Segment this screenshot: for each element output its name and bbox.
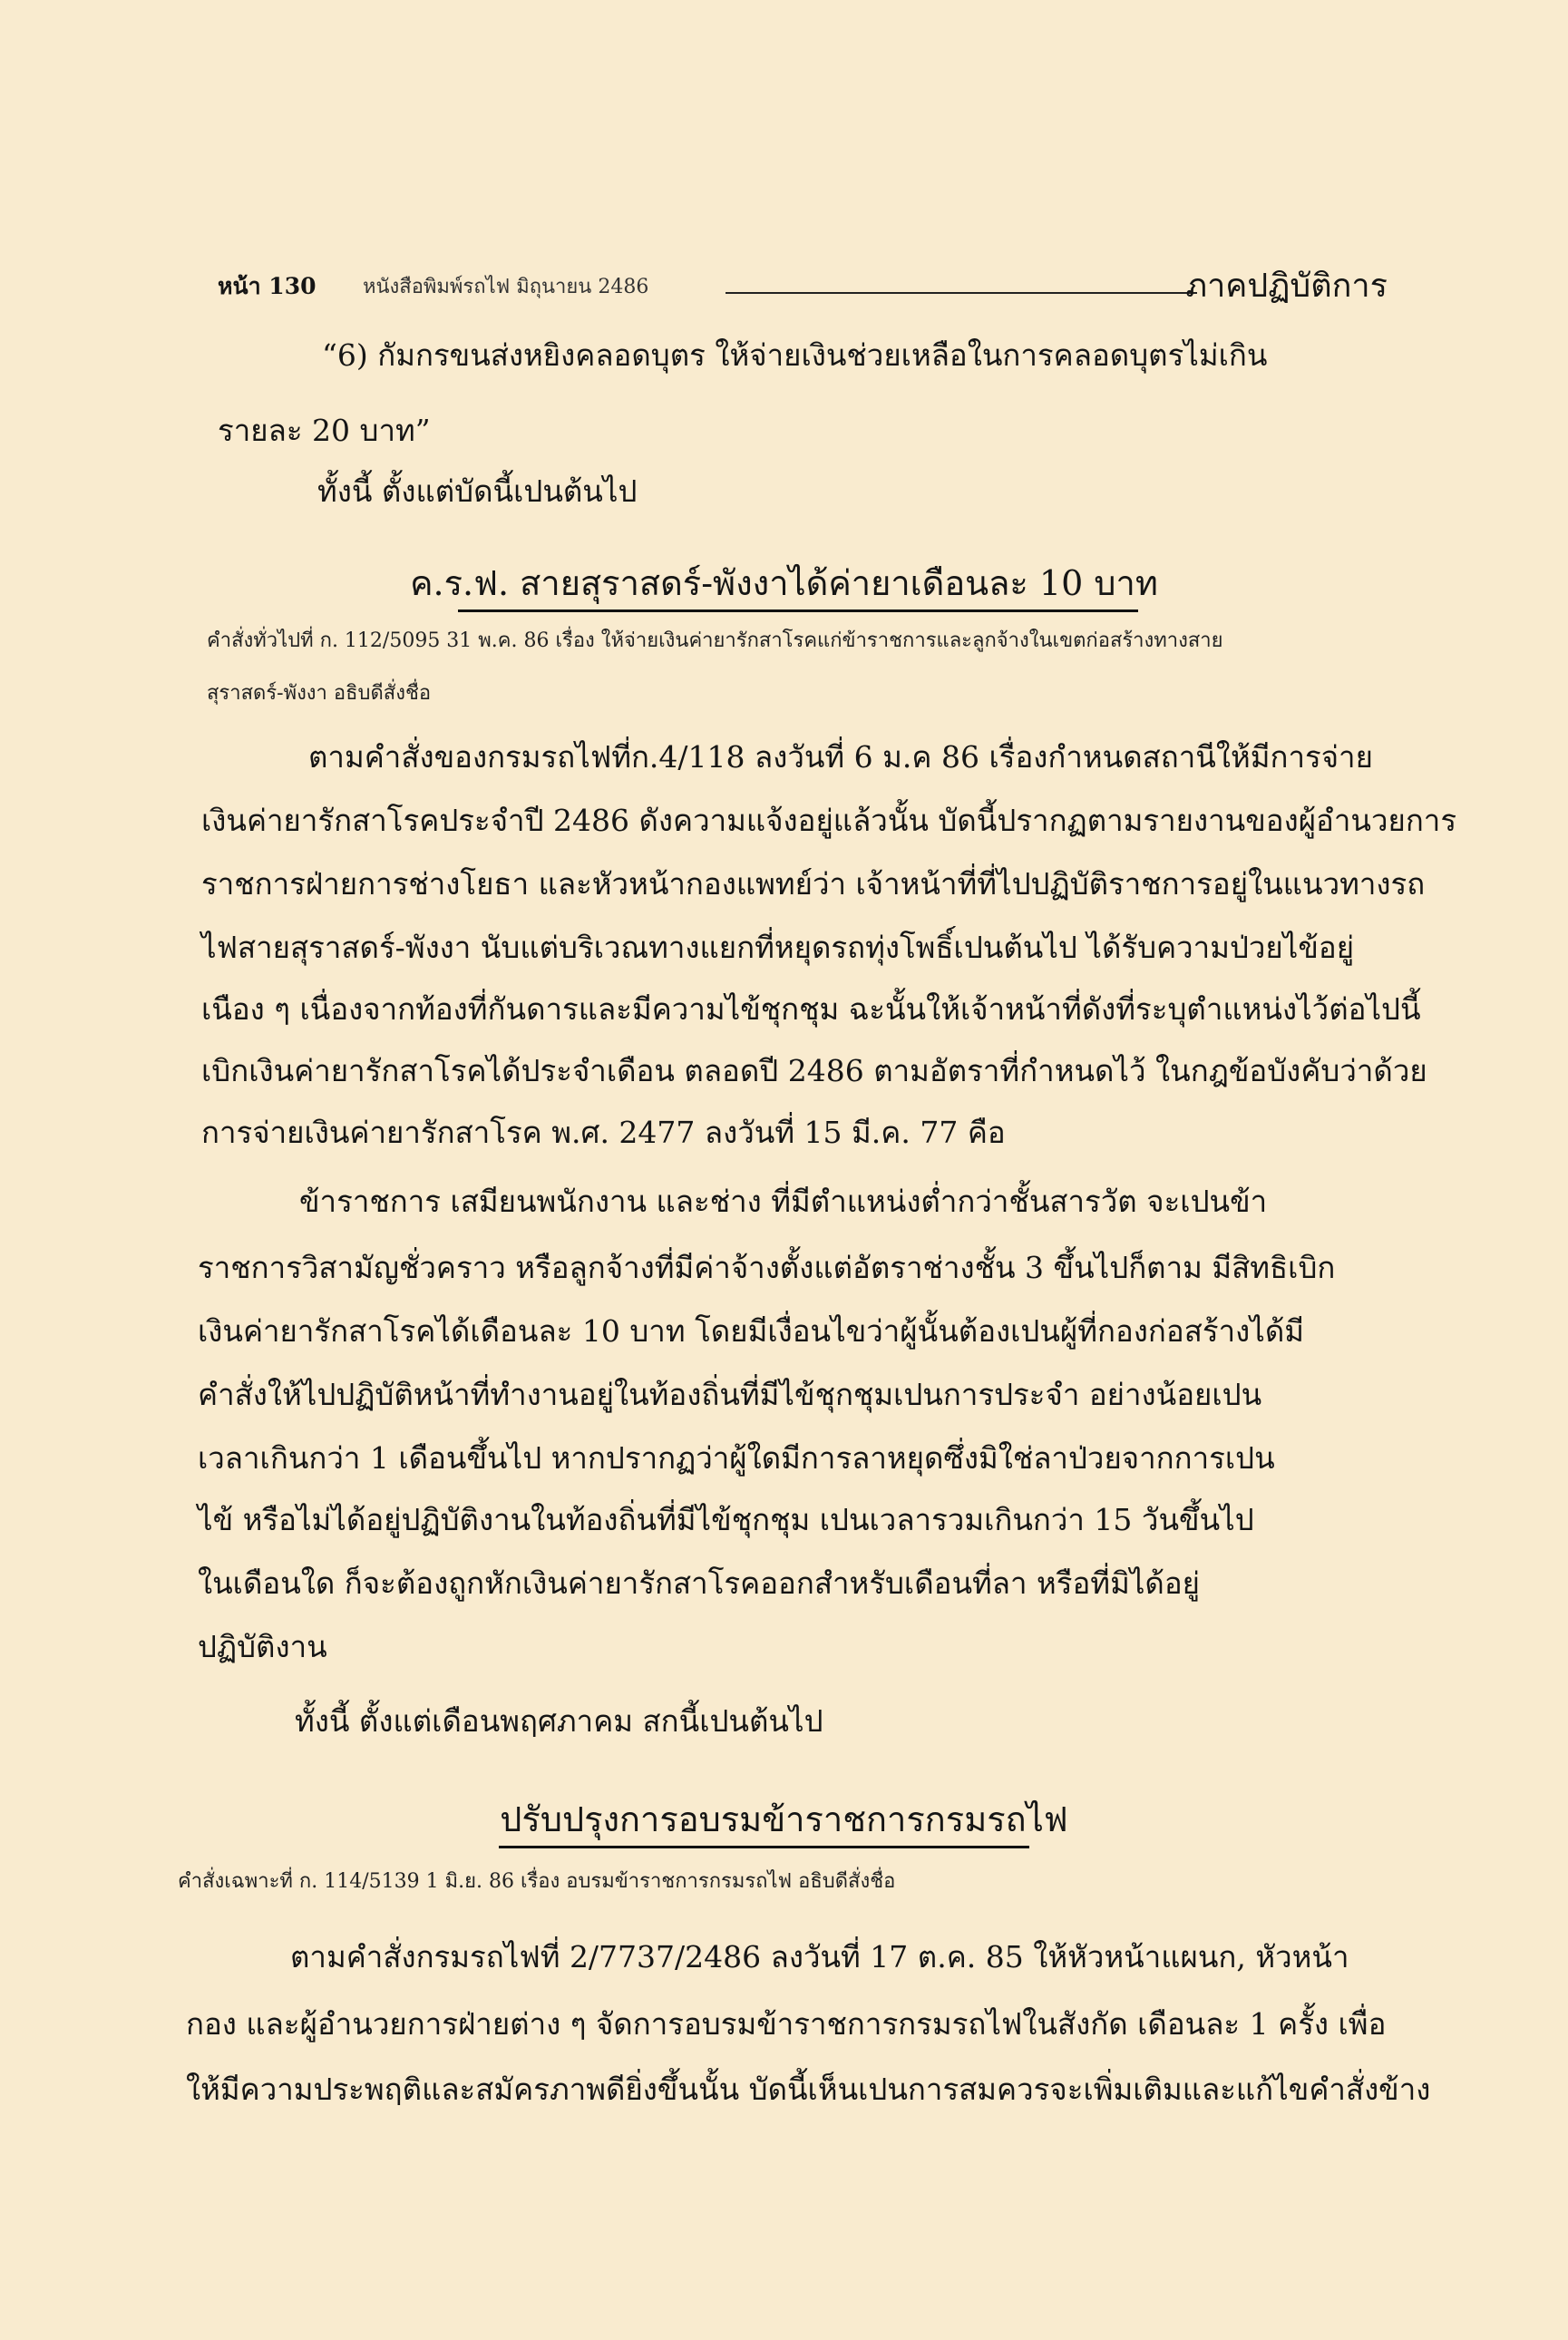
paragraph-line: เวลาเกินกว่า 1 เดือนขึ้นไป หากปรากฏว่าผู้ใดมีการลาหยุดซึ่งมิใช่ลาป่วยจากการเปน — [198, 1440, 1275, 1476]
paragraph-line: การจ่ายเงินค่ายารักสาโรค พ.ศ. 2477 ลงวันที่ 15 มี.ค. 77 คือ — [201, 1115, 1006, 1150]
paragraph-line: เนือง ๆ เนื่องจากท้องที่กันดารและมีความไข้ชุกชุม ฉะนั้นให้เจ้าหน้าที่ดังที่ระบุตำแหน่งไว้ต่อไปนี้ — [201, 991, 1421, 1027]
section-heading: ค.ร.ฟ. สายสุราสดร์-พังงาได้ค่ายาเดือนละ 10 บาท — [410, 563, 1158, 603]
publication-title: หนังสือพิมพ์รถไฟ มิถุนายน 2486 — [363, 276, 649, 298]
paragraph-line: กอง และผู้อำนวยการฝ่ายต่าง ๆ จัดการอบรมข้าราชการกรมรถไฟในสังกัด เดือนละ 1 ครั้ง เพื่อ — [186, 2006, 1387, 2042]
page-header — [218, 252, 1388, 307]
reference-line: สุราสดร์-พังงา อธิบดีสั่งชื่อ — [207, 682, 432, 705]
page-number: หน้า 130 — [218, 273, 317, 299]
paragraph-line: ปฏิบัติงาน — [198, 1629, 327, 1664]
section-heading: ปรับปรุงการอบรมข้าราชการกรมรถไฟ — [500, 1799, 1068, 1839]
intro-line: “6) กัมกรขนส่งหยิงคลอดบุตร ให้จ่ายเงินช่วยเหลือในการคลอดบุตรไม่เกิน — [322, 337, 1268, 373]
header-rule — [726, 292, 1197, 294]
paragraph-line: ให้มีความประพฤติและสมัครภาพดียิ่งขึ้นนั้น บัดนี้เห็นเปนการสมควรจะเพิ่มเติมและแก้ไขคำสั่งข้าง — [186, 2072, 1431, 2107]
paragraph-line: ราชการฝ่ายการช่างโยธา และหัวหน้ากองแพทย์ว่า เจ้าหน้าที่ที่ไปปฏิบัติราชการอยู่ในแนวทางรถ — [201, 866, 1426, 902]
paragraph-line: เงินค่ายารักสาโรคได้เดือนละ 10 บาท โดยมีเงื่อนไขว่าผู้นั้นต้องเปนผู้ที่กองก่อสร้างได้มี — [198, 1313, 1305, 1349]
paragraph-line: ตามคำสั่งของกรมรถไฟที่ก.4/118 ลงวันที่ 6 ม.ค 86 เรื่องกำหนดสถานีให้มีการจ่าย — [308, 739, 1373, 775]
paragraph-line: เบิกเงินค่ายารักสาโรคได้ประจำเดือน ตลอดปี 2486 ตามอัตราที่กำหนดไว้ ในกฎข้อบังคับว่าด้วย — [201, 1053, 1427, 1088]
paragraph-line: คำสั่งให้ไปปฏิบัติหน้าที่ทำงานอยู่ในท้องถิ่นที่มีไข้ชุกชุมเปนการประจำ อย่างน้อยเปน — [198, 1377, 1262, 1412]
section-title: ภาคปฏิบัติการ — [1185, 268, 1388, 305]
paragraph-line: เงินค่ายารักสาโรคประจำปี 2486 ดังความแจ้งอยู่แล้วนั้น บัดนี้ปรากฏตามรายงานของผู้อำนวยการ — [201, 803, 1457, 838]
paragraph-line: ตามคำสั่งกรมรถไฟที่ 2/7737/2486 ลงวันที่ 17 ต.ค. 85 ให้หัวหน้าแผนก, หัวหน้า — [290, 1939, 1349, 1974]
paragraph-line: ไข้ หรือไม่ได้อยู่ปฏิบัติงานในท้องถิ่นที่มีไข้ชุกชุม เปนเวลารวมเกินกว่า 15 วันขึ้นไป — [198, 1502, 1254, 1537]
paragraph-line: ไฟสายสุราสดร์-พังงา นับแต่บริเวณทางแยกที่หยุดรถทุ่งโพธิ์เปนต้นไป ได้รับความป่วยไข้อยู่ — [201, 930, 1355, 965]
heading-underline — [499, 1846, 1029, 1848]
heading-underline — [458, 609, 1138, 612]
paragraph-line: ในเดือนใด ก็จะต้องถูกหักเงินค่ายารักสาโรคออกสำหรับเดือนที่ลา หรือที่มิได้อยู่ — [198, 1565, 1201, 1601]
paragraph-line: ข้าราชการ เสมียนพนักงาน และช่าง ที่มีตำแหน่งต่ำกว่าชั้นสารวัต จะเปนข้า — [299, 1184, 1268, 1219]
intro-line: รายละ 20 บาท” — [218, 413, 431, 448]
closing-line: ทั้งนี้ ตั้งแต่เดือนพฤศภาคม สกนี้เปนต้นไป — [295, 1703, 823, 1739]
reference-line: คำสั่งเฉพาะที่ ก. 114/5139 1 มิ.ย. 86 เรื่อง อบรมข้าราชการกรมรถไฟ อธิบดีสั่งชื่อ — [178, 1870, 896, 1893]
paragraph-line: ราชการวิสามัญชั่วคราว หรือลูกจ้างที่มีค่าจ้างตั้งแต่อัตราช่างชั้น 3 ขึ้นไปก็ตาม มีสิทธิเบิก — [198, 1250, 1336, 1285]
intro-line: ทั้งนี้ ตั้งแต่บัดนี้เปนต้นไป — [317, 473, 638, 509]
reference-line: คำสั่งทั่วไปที่ ก. 112/5095 31 พ.ค. 86 เรื่อง ให้จ่ายเงินค่ายารักสาโรคแก่ข้าราชการและลูกจ้างในเขตก่อสร้างทางสาย — [207, 629, 1223, 652]
